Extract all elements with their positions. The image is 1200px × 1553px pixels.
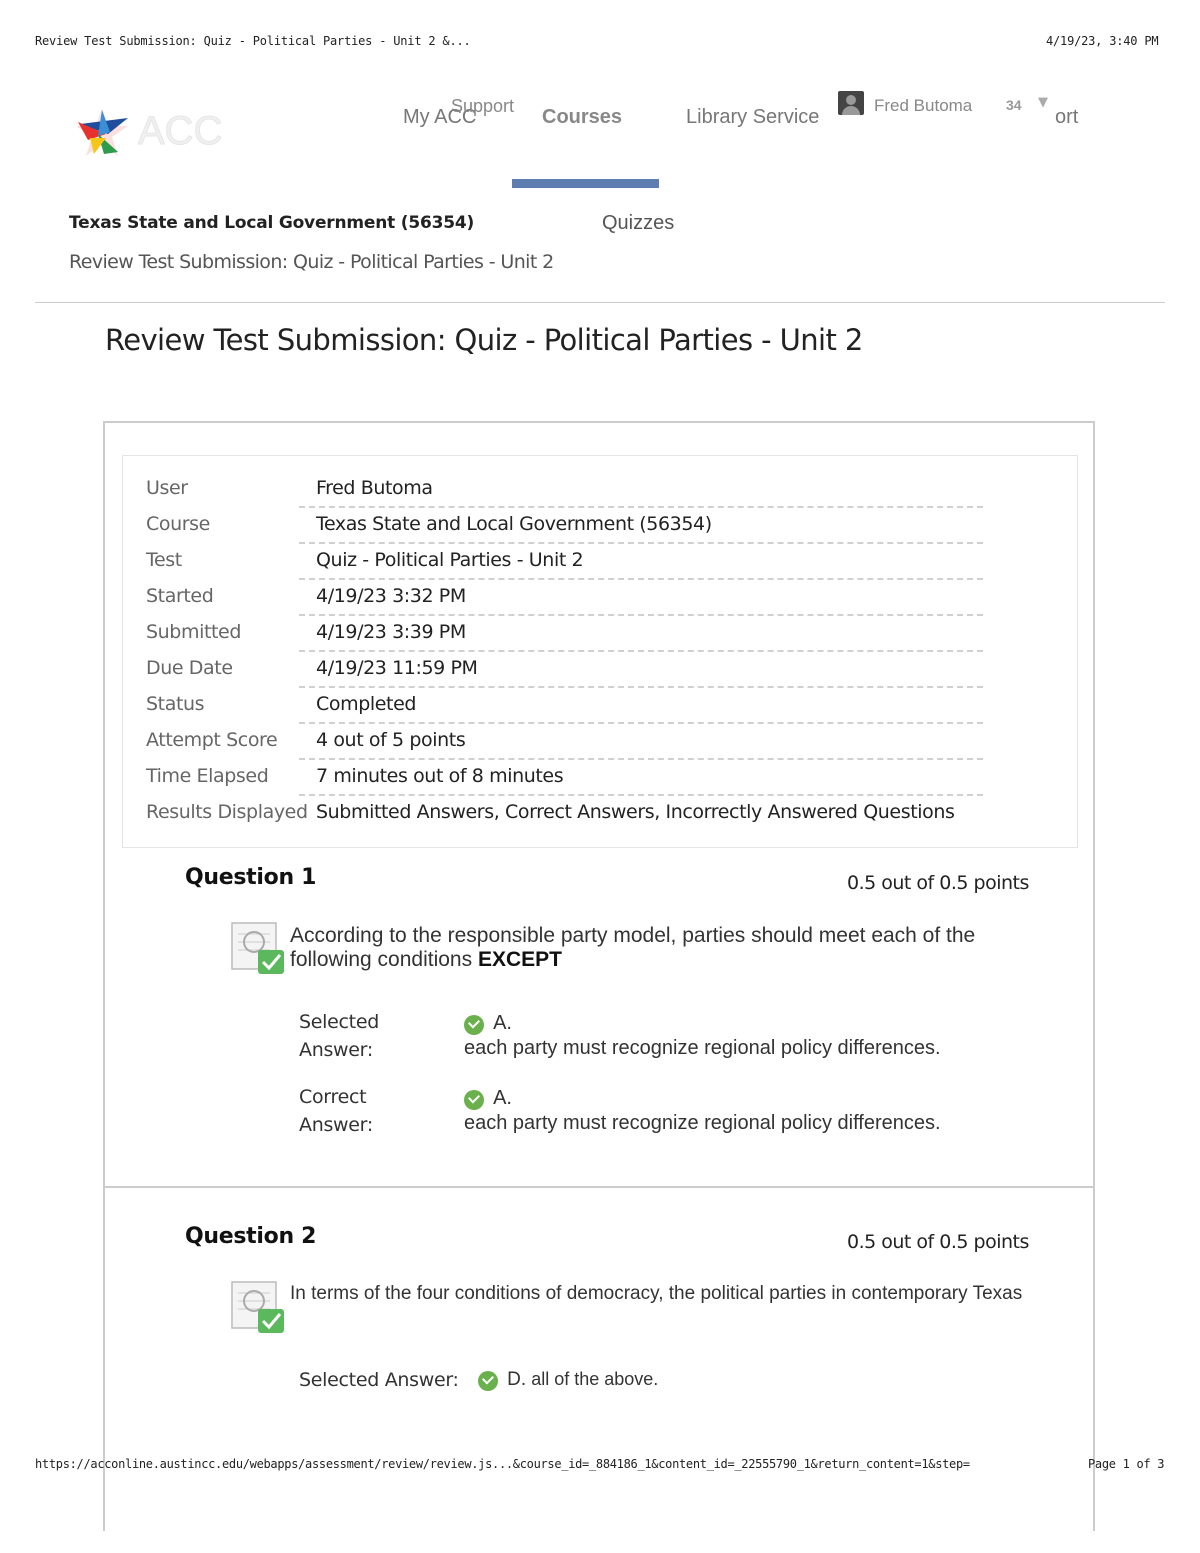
detail-row-time-elapsed	[146, 765, 986, 801]
acc-logo[interactable]	[72, 104, 222, 160]
detail-label: Submitted	[146, 621, 241, 643]
detail-row-due-date	[146, 657, 986, 693]
detail-label: Time Elapsed	[146, 765, 269, 787]
breadcrumb-course[interactable]: Texas State and Local Government (56354)	[69, 213, 475, 233]
row-divider	[299, 650, 983, 652]
nav-library-services[interactable]: Library Service	[686, 106, 820, 128]
print-footer-page: Page 1 of 3	[1088, 1457, 1165, 1471]
selected-answer-letter: D.	[507, 1369, 527, 1390]
detail-row-submitted	[146, 621, 986, 657]
question-2-points: 0.5 out of 0.5 points	[847, 1231, 1029, 1253]
correct-answer-icon	[230, 920, 286, 976]
print-header-datetime: 4/19/23, 3:40 PM	[1046, 34, 1159, 48]
question-2-title: Question 2	[185, 1224, 317, 1249]
row-divider	[299, 506, 983, 508]
detail-label: Status	[146, 693, 205, 715]
row-divider	[299, 794, 983, 796]
detail-row-status	[146, 693, 986, 729]
correct-answer-text: each party must recognize regional policy differences.	[464, 1112, 941, 1134]
detail-value: Submitted Answers, Correct Answers, Incorrectly Answered Questions	[316, 801, 955, 823]
row-divider	[299, 578, 983, 580]
selected-answer-text: all of the above.	[531, 1369, 659, 1389]
question-1-emphasis: EXCEPT	[477, 948, 562, 971]
question-separator	[105, 1186, 1095, 1188]
detail-label: Due Date	[146, 657, 233, 679]
print-header-title: Review Test Submission: Quiz - Political Parties - Unit 2 &...	[35, 34, 471, 48]
selected-answer-label: Selected Answer:	[299, 1369, 459, 1391]
user-avatar[interactable]	[838, 91, 864, 115]
detail-value: Texas State and Local Government (56354)	[316, 513, 712, 535]
detail-row-results-displayed	[146, 801, 1026, 837]
question-1-title: Question 1	[185, 865, 317, 890]
selected-answer-letter: A.	[493, 1012, 512, 1034]
selected-answer-group	[478, 1369, 658, 1391]
nav-courses[interactable]: Courses	[542, 106, 623, 128]
detail-value: 4 out of 5 points	[316, 729, 466, 751]
print-footer-url: https://acconline.austincc.edu/webapps/assessment/review/review.js...&course_id=_884186_1&content_id=_22555790_1&return_content=1&step=	[35, 1457, 970, 1471]
detail-label: Started	[146, 585, 214, 607]
row-divider	[299, 758, 983, 760]
detail-row-user	[146, 477, 986, 513]
question-1-stem: According to the responsible party model, parties should meet each of the following conditions	[290, 924, 976, 971]
detail-value: Quiz - Political Parties - Unit 2	[316, 549, 584, 571]
detail-value: 4/19/23 11:59 PM	[316, 657, 478, 679]
question-1-points: 0.5 out of 0.5 points	[847, 872, 1029, 894]
correct-answer-icon	[230, 1279, 286, 1335]
breadcrumb-quizzes[interactable]: Quizzes	[602, 212, 675, 234]
row-divider	[299, 542, 983, 544]
page-title: Review Test Submission: Quiz - Political Parties - Unit 2	[105, 323, 863, 357]
nav-active-indicator	[512, 179, 659, 188]
check-icon	[464, 1015, 484, 1035]
check-icon	[464, 1090, 484, 1110]
detail-label: Test	[146, 549, 182, 571]
detail-value: 4/19/23 3:39 PM	[316, 621, 466, 643]
selected-answer-text: each party must recognize regional policy differences.	[464, 1037, 941, 1059]
star-logo-icon	[72, 104, 222, 160]
row-divider	[299, 614, 983, 616]
breadcrumb-page: Review Test Submission: Quiz - Political Parties - Unit 2	[69, 251, 554, 273]
detail-value: 4/19/23 3:32 PM	[316, 585, 466, 607]
detail-value: 7 minutes out of 8 minutes	[316, 765, 564, 787]
correct-answer-label: Correct Answer:	[299, 1086, 373, 1136]
question-2-text: In terms of the four conditions of democracy, the political parties in contemporary Texas	[290, 1283, 1023, 1304]
question-1-text	[290, 924, 1035, 972]
detail-row-course	[146, 513, 986, 549]
nav-support-overlap[interactable]: Support	[451, 96, 515, 116]
user-name[interactable]: Fred Butoma	[874, 96, 973, 115]
nav-my-acc[interactable]: My ACC	[403, 106, 477, 128]
detail-label: User	[146, 477, 188, 499]
chevron-down-icon[interactable]: ▼	[1038, 95, 1048, 110]
check-icon	[478, 1371, 498, 1391]
detail-label: Attempt Score	[146, 729, 278, 751]
detail-value: Completed	[316, 693, 417, 715]
row-divider	[299, 686, 983, 688]
selected-answer-label: Selected Answer:	[299, 1011, 379, 1061]
logo-text: ACC	[138, 109, 222, 153]
selected-answer-letter-group	[464, 1012, 512, 1035]
detail-value: Fred Butoma	[316, 477, 433, 499]
detail-label: Course	[146, 513, 210, 535]
notification-badge[interactable]: 34	[1006, 97, 1022, 113]
detail-row-test	[146, 549, 986, 585]
detail-row-attempt-score	[146, 729, 986, 765]
detail-row-started	[146, 585, 986, 621]
header-divider	[35, 302, 1165, 303]
nav-support-trailing[interactable]: ort	[1055, 106, 1079, 128]
correct-answer-letter: A.	[493, 1087, 512, 1109]
correct-answer-letter-group	[464, 1087, 512, 1110]
row-divider	[299, 722, 983, 724]
detail-label: Results Displayed	[146, 801, 308, 823]
